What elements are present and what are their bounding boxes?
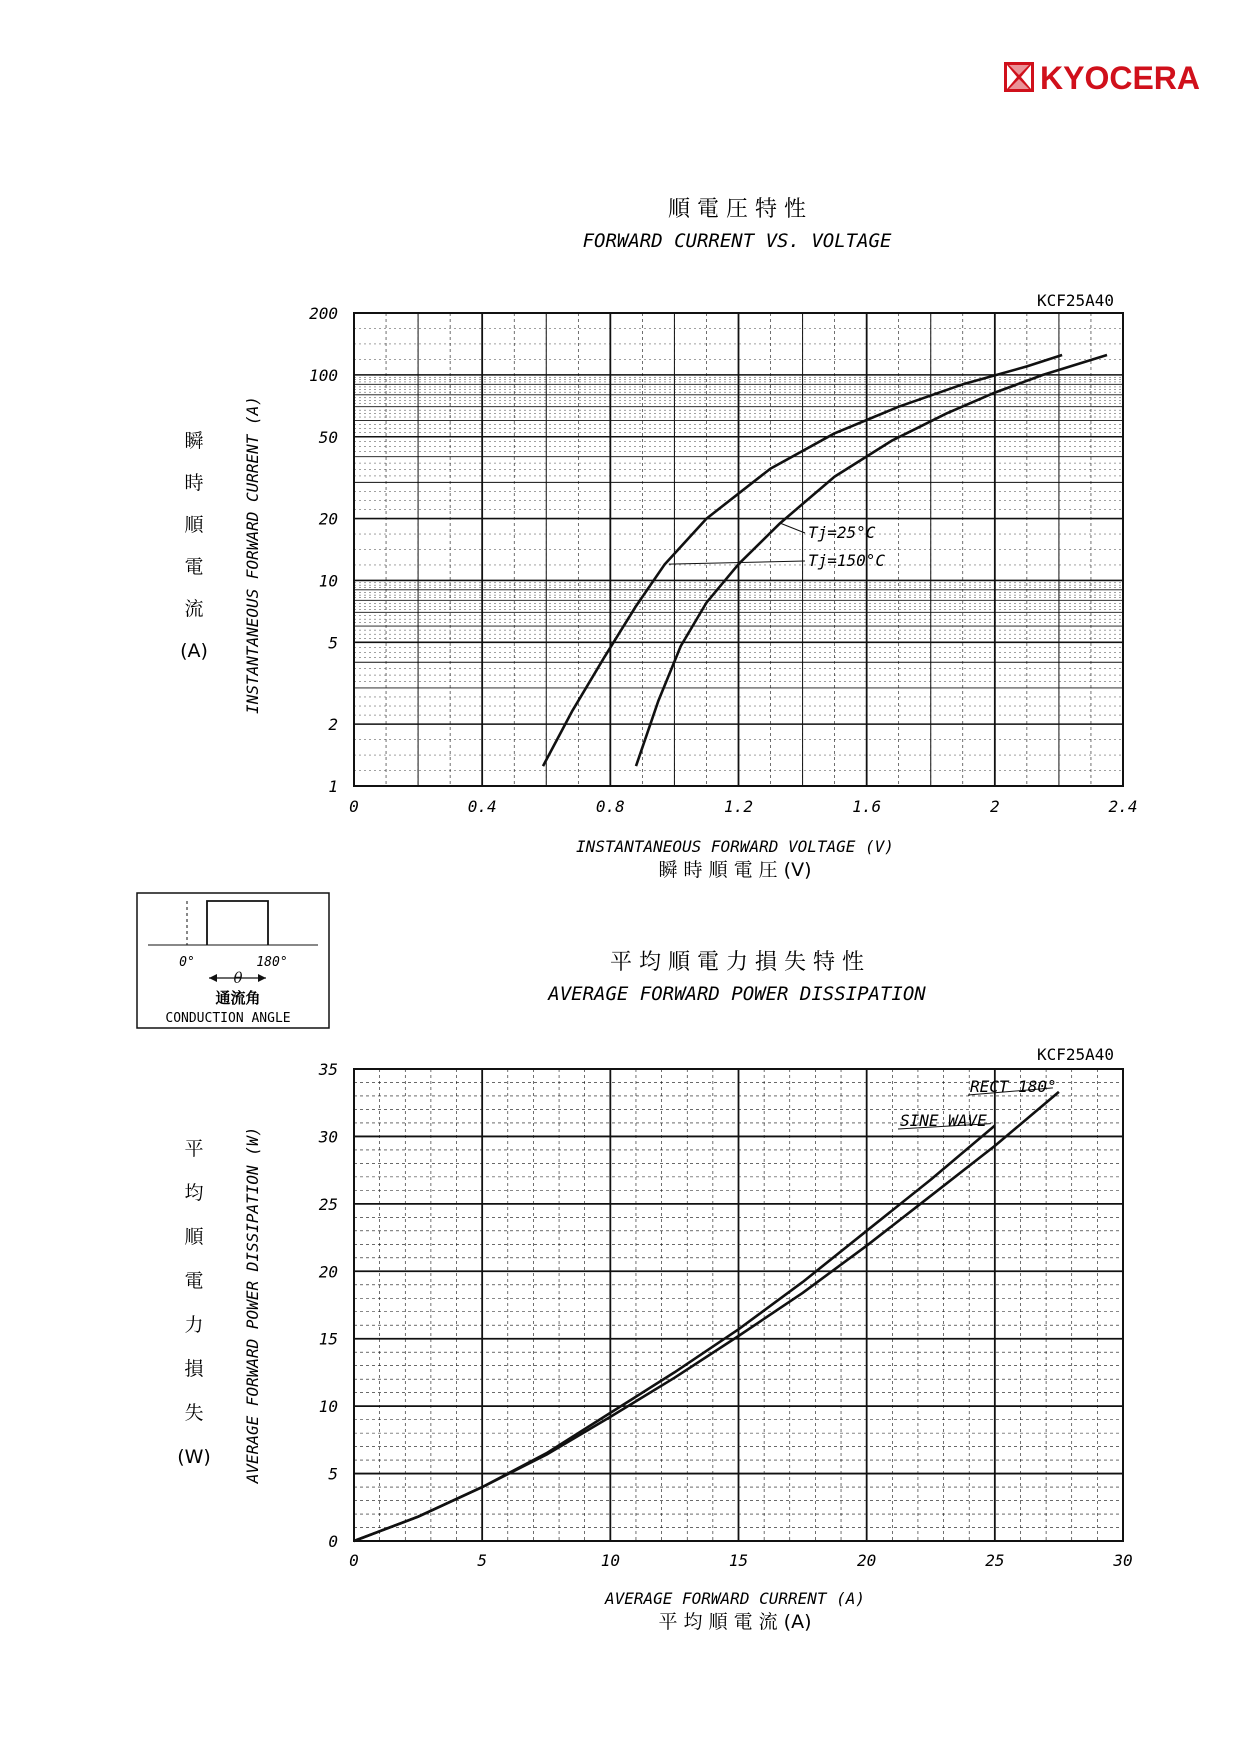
y-tick-label: 15	[318, 1329, 338, 1349]
y-tick-label: 1	[328, 777, 338, 796]
x-tick-label: 0.8	[595, 797, 625, 816]
chart1-title-en: FORWARD CURRENT VS. VOLTAGE	[582, 230, 892, 252]
ylabel-jp-char: 均	[184, 1182, 204, 1204]
ylabel-jp-char: 電	[184, 1270, 204, 1292]
ylabel-jp-char: (W)	[177, 1446, 211, 1468]
x-tick-label: 0	[349, 797, 359, 816]
y-tick-label: 2	[328, 715, 338, 735]
ylabel-jp-char: 流	[184, 598, 204, 620]
chart1-part-number: KCF25A40	[1036, 291, 1114, 310]
y-tick-label: 50	[318, 427, 338, 447]
kyocera-logo	[1004, 60, 1200, 96]
chart1-ylabel-en: INSTANTANEOUS FORWARD CURRENT (A)	[243, 396, 262, 714]
chart1-tick-labels	[309, 304, 1137, 816]
chart2-ylabel-en: AVERAGE FORWARD POWER DISSIPATION (W)	[243, 1126, 262, 1484]
chart2-ylabel-jp	[177, 1138, 211, 1468]
x-tick-label: 20	[857, 1551, 877, 1570]
y-tick-label: 5	[328, 633, 338, 653]
x-tick-label: 2.4	[1108, 797, 1138, 816]
chart1-xlabel-jp: 瞬 時 順 電 圧 (V)	[658, 859, 812, 881]
series-annotation: Tj=150°C	[808, 551, 886, 570]
ylabel-jp-char: 順	[184, 514, 204, 536]
series-annotation: SINE WAVE	[900, 1111, 987, 1130]
chart2-title-jp: 平 均 順 電 力 損 失 特 性	[610, 950, 864, 975]
power-dissipation-chart	[177, 950, 1132, 1633]
y-tick-label: 5	[328, 1464, 338, 1484]
chart2-annotations	[898, 1077, 1057, 1130]
ylabel-jp-char: 瞬	[184, 430, 204, 452]
ylabel-jp-char: 力	[184, 1314, 204, 1336]
ylabel-jp-char: 損	[184, 1358, 204, 1380]
chart2-part-number: KCF25A40	[1036, 1045, 1114, 1064]
x-tick-label: 0	[349, 1551, 359, 1570]
y-tick-label: 20	[318, 509, 338, 529]
chart1-grid	[354, 313, 1123, 786]
x-tick-label: 25	[985, 1551, 1005, 1570]
ylabel-jp-char: 順	[184, 1226, 204, 1248]
chart2-xlabel-jp: 平 均 順 電 流 (A)	[658, 1611, 812, 1633]
series-annotation: RECT 180°	[970, 1077, 1057, 1096]
y-tick-label: 25	[318, 1194, 338, 1214]
ylabel-jp-char: (A)	[180, 640, 208, 662]
x-tick-label: 1.2	[724, 797, 753, 816]
x-tick-label: 2	[990, 797, 1000, 816]
conduction-angle-box	[137, 893, 329, 1028]
y-tick-label: 100	[309, 365, 338, 385]
conduction-theta: θ	[233, 969, 243, 987]
conduction-deg-start: 0°	[179, 955, 195, 970]
ylabel-jp-char: 時	[184, 472, 204, 494]
x-tick-label: 0.4	[467, 797, 497, 816]
conduction-label-jp: 通流角	[215, 989, 261, 1007]
y-tick-label: 10	[318, 571, 338, 591]
y-tick-label: 0	[328, 1532, 338, 1551]
kyocera-mark-icon	[1004, 62, 1034, 92]
x-tick-label: 1.6	[852, 797, 882, 816]
annotation-leader	[780, 523, 805, 533]
ylabel-jp-char: 失	[184, 1402, 204, 1424]
chart2-grid	[354, 1069, 1123, 1541]
series-annotation: Tj=25°C	[808, 523, 876, 542]
chart1-annotations	[669, 523, 886, 570]
kyocera-wordmark: KYOCERA	[1040, 60, 1201, 96]
ylabel-jp-char: 電	[184, 556, 204, 578]
conduction-pulse	[207, 901, 268, 945]
y-tick-label: 200	[309, 304, 338, 323]
y-tick-label: 20	[318, 1262, 338, 1282]
forward-voltage-chart	[180, 197, 1137, 881]
x-tick-label: 30	[1113, 1551, 1133, 1570]
conduction-label-en: CONDUCTION ANGLE	[165, 1011, 291, 1026]
x-tick-label: 15	[728, 1551, 749, 1570]
x-tick-label: 10	[600, 1551, 620, 1570]
x-tick-label: 5	[477, 1551, 487, 1570]
chart1-ylabel-jp	[180, 430, 208, 662]
chart2-xlabel-en: AVERAGE FORWARD CURRENT (A)	[604, 1589, 866, 1608]
y-tick-label: 35	[318, 1060, 338, 1079]
chart2-title-en: AVERAGE FORWARD POWER DISSIPATION	[548, 983, 926, 1005]
chart1-title-jp: 順 電 圧 特 性	[668, 197, 806, 222]
y-tick-label: 10	[318, 1397, 338, 1417]
conduction-deg-end: 180°	[256, 955, 288, 970]
series-line	[354, 1126, 995, 1541]
y-tick-label: 30	[318, 1127, 338, 1147]
annotation-leader	[669, 561, 805, 564]
ylabel-jp-char: 平	[184, 1138, 204, 1160]
chart1-xlabel-en: INSTANTANEOUS FORWARD VOLTAGE (V)	[576, 837, 894, 856]
